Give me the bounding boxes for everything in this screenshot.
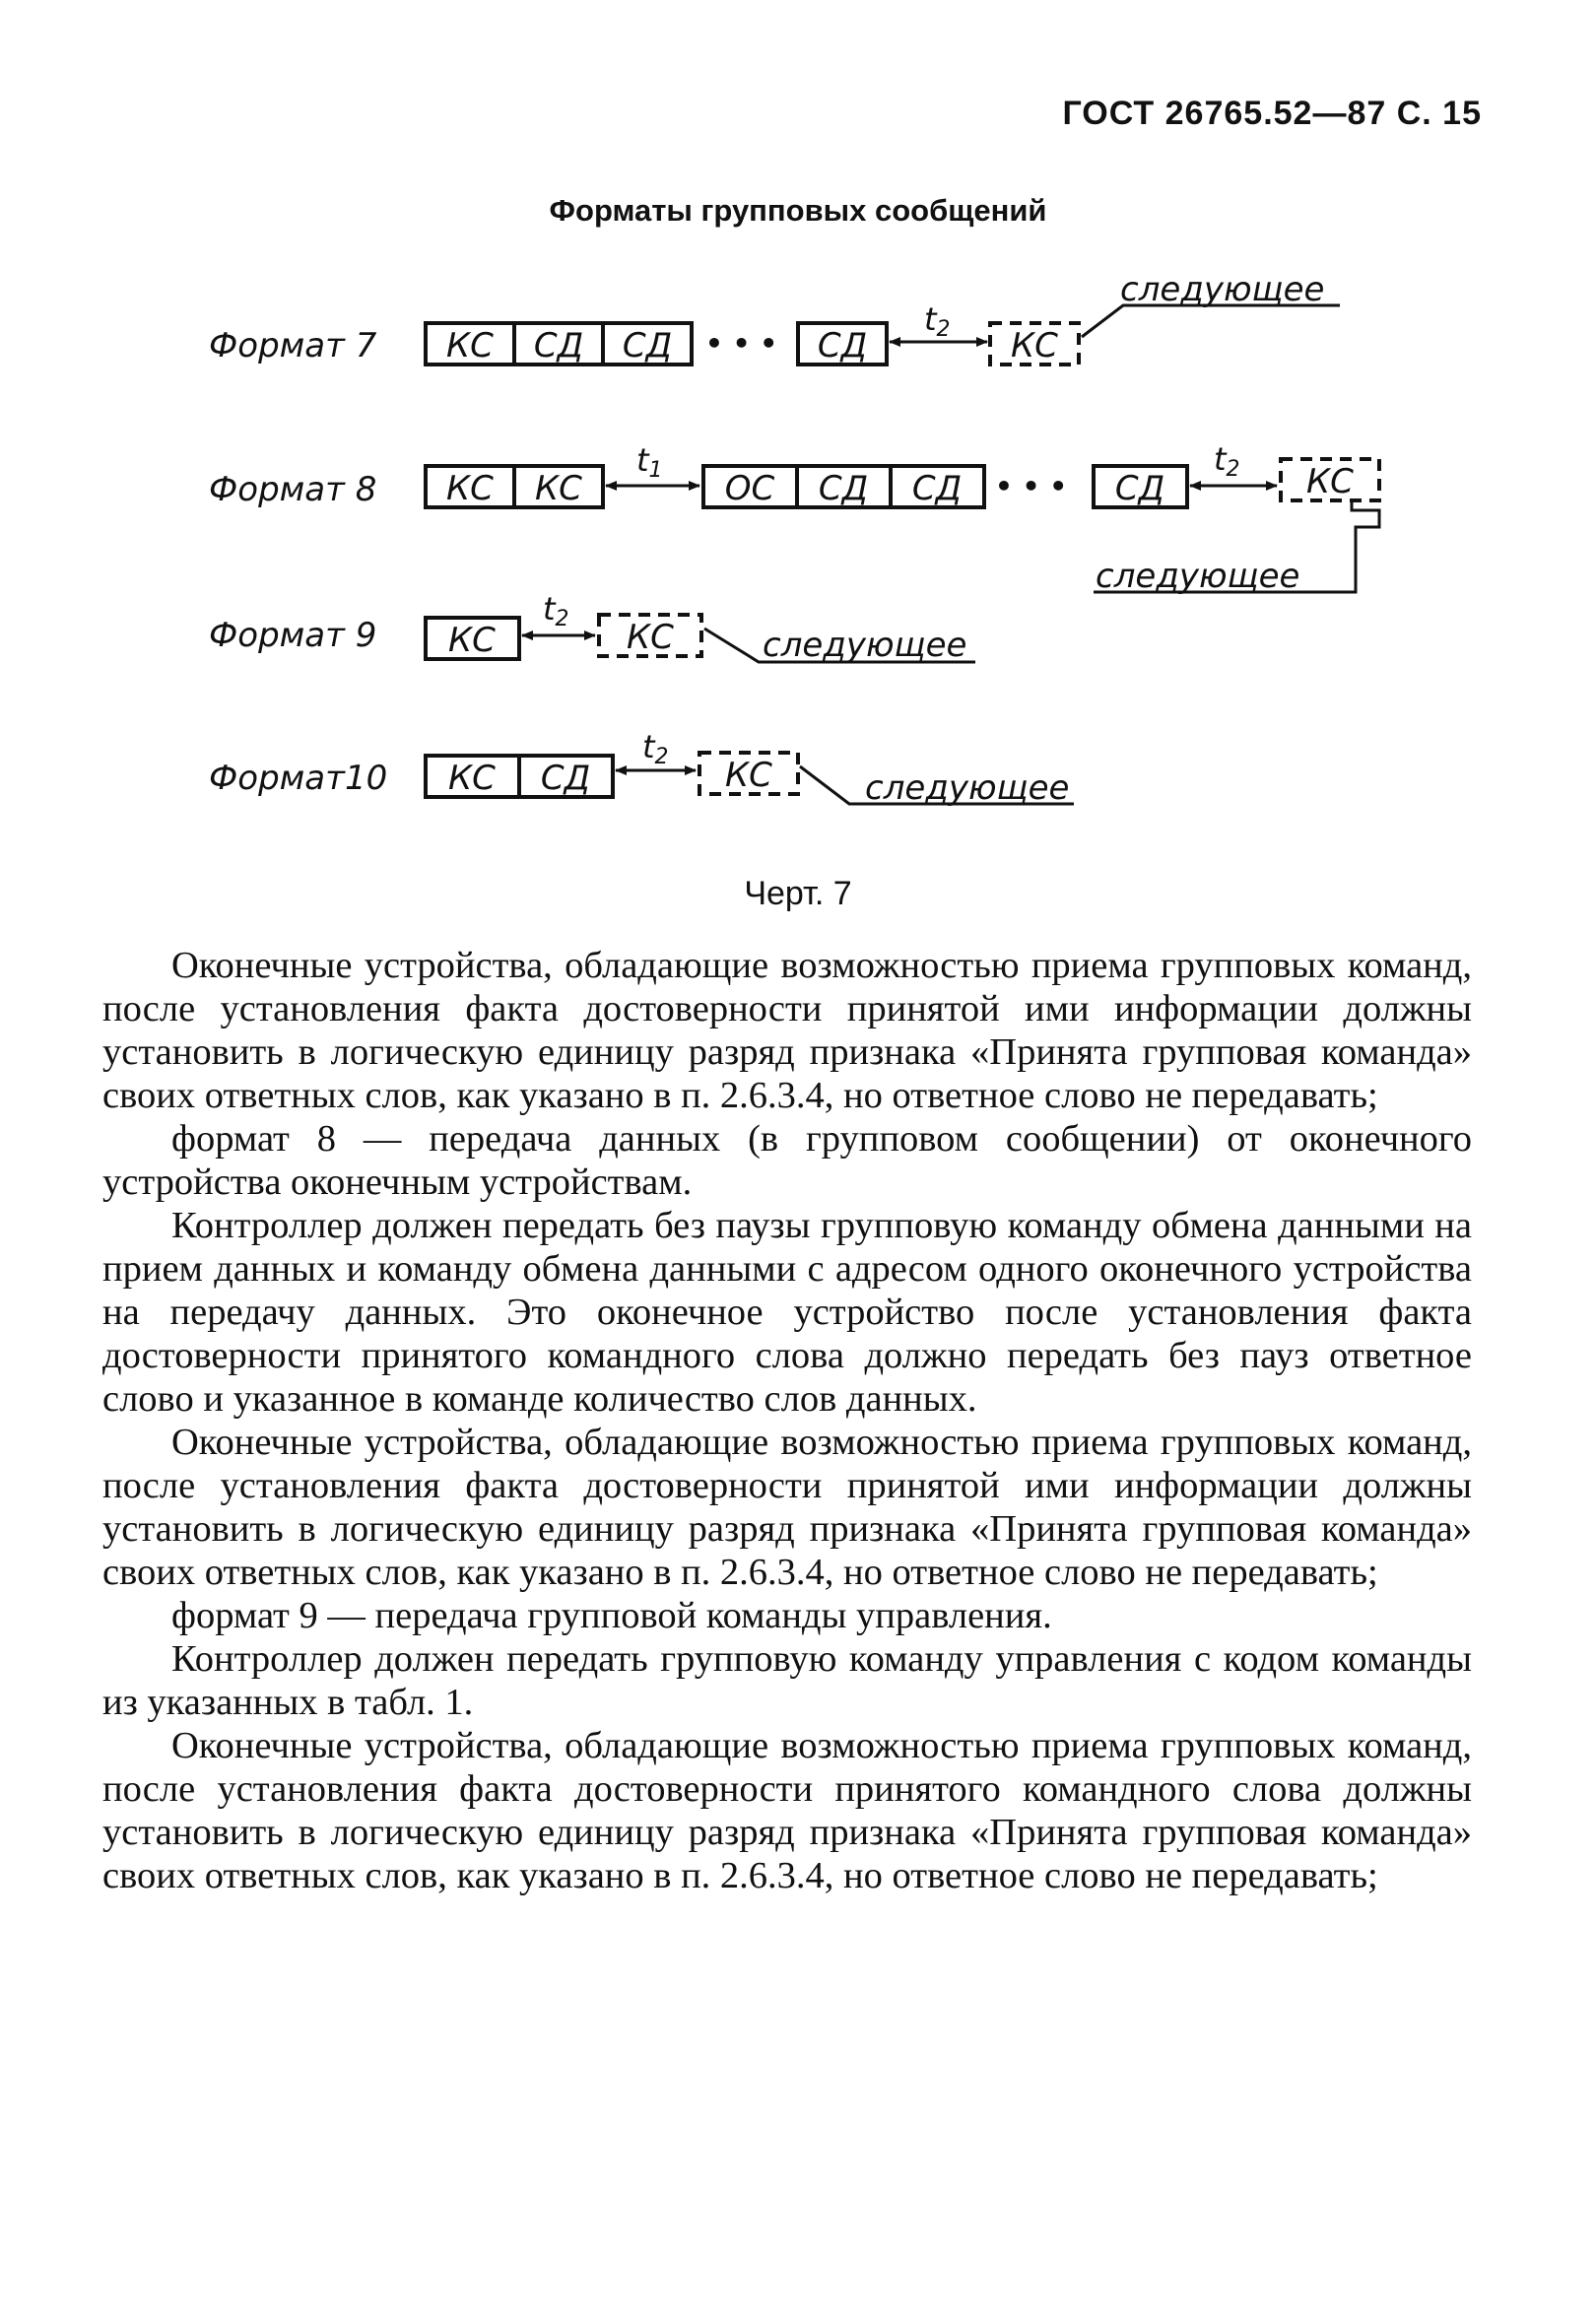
f8-text-ks-2: КС [535,469,582,508]
f8-t1-label: t1 [636,441,663,483]
paragraph-6: Контроллер должен передать групповую команду управления с кодом команды из указанных в табл. 1. [102,1638,1472,1723]
f9-text-ks: КС [448,621,496,660]
f10-text-ks-next: КС [725,756,772,795]
paragraph-4: Оконечные устройства, обладающие возможностью приема групповых команд, после установления факта достоверности принятой ими информации должны установить в логическую единицу разряд признака «Принята групповая команда» своих ответных слов, как указано в п. 2.6.3.4, но ответное слово не передавать; [102,1422,1472,1593]
paragraph-3: Контроллер должен передать без паузы групповую команду обмена данными на прием данных и команду обмена данными с адресом одного оконечного устройства на передачу данных. Это оконечное устройство после установления факта достоверности принятого командного слова должно передать без пауз ответное слово и указанное в команде количество слов данных. [102,1205,1472,1420]
f8-t2-label: t2 [1214,440,1240,482]
group-message-formats-diagram [0,276,1596,847]
f7-t2-label: t2 [924,300,951,342]
f9-t2-label: t2 [543,590,569,631]
f10-label: Формат10 [209,759,388,798]
f7-next-leader [1082,305,1340,337]
f7-label: Формат 7 [209,326,377,365]
figure-caption: Черт. 7 [744,875,852,912]
f7-text-sd-1: СД [533,326,584,365]
f8-text-ks-next: КС [1306,462,1354,501]
page-header: ГОСТ 26765.52—87 С. 15 [1062,95,1482,132]
paragraph-7: Оконечные устройства, обладающие возможностью приема групповых команд, после установления факта достоверности принятого командного слова должны установить в логическую единицу разряд признака «Принята групповая команда» своих ответных слов, как указано в п. 2.6.3.4, но ответное слово не передавать; [102,1725,1472,1896]
f7-text-sd-2: СД [622,326,673,365]
f9-label: Формат 9 [209,616,377,655]
f8-next-label: следующее [1096,557,1300,596]
paragraph-1: Оконечные устройства, обладающие возможностью приема групповых команд, после установления факта достоверности принятой ими информации должны установить в логическую единицу разряд признака «Принята групповая команда» своих ответных слов, как указано в п. 2.6.3.4, но ответное слово не передавать; [102,945,1472,1116]
f8-text-sd-1: СД [818,469,869,508]
f7-text-ks-next: КС [1011,326,1058,365]
f8-text-os: ОС [724,469,775,508]
f7-next-label: следующее [1120,276,1325,309]
f9-text-ks-next: КС [627,618,674,657]
figure-title: Форматы групповых сообщений [549,193,1047,228]
f7-text-ks: КС [446,326,494,365]
f10-next-label: следующее [865,768,1070,808]
f7-text-sd-3: СД [817,326,868,365]
f9-next-label: следующее [763,626,967,665]
paragraph-2: формат 8 — передача данных (в групповом сообщении) от оконечного устройства оконечным устройствам. [102,1118,1472,1203]
f8-ellipsis: • • • [995,470,1068,502]
f8-label: Формат 8 [209,470,377,509]
f8-text-sd-2: СД [911,469,963,508]
f10-text-sd: СД [540,759,591,798]
f8-text-ks-1: КС [446,469,494,508]
f10-text-ks: КС [448,759,496,798]
f10-t2-label: t2 [642,728,669,769]
f8-text-sd-3: СД [1114,469,1165,508]
paragraph-5: формат 9 — передача групповой команды управления. [171,1595,1052,1636]
f7-ellipsis: • • • [705,327,778,360]
body-text [102,944,1472,1897]
